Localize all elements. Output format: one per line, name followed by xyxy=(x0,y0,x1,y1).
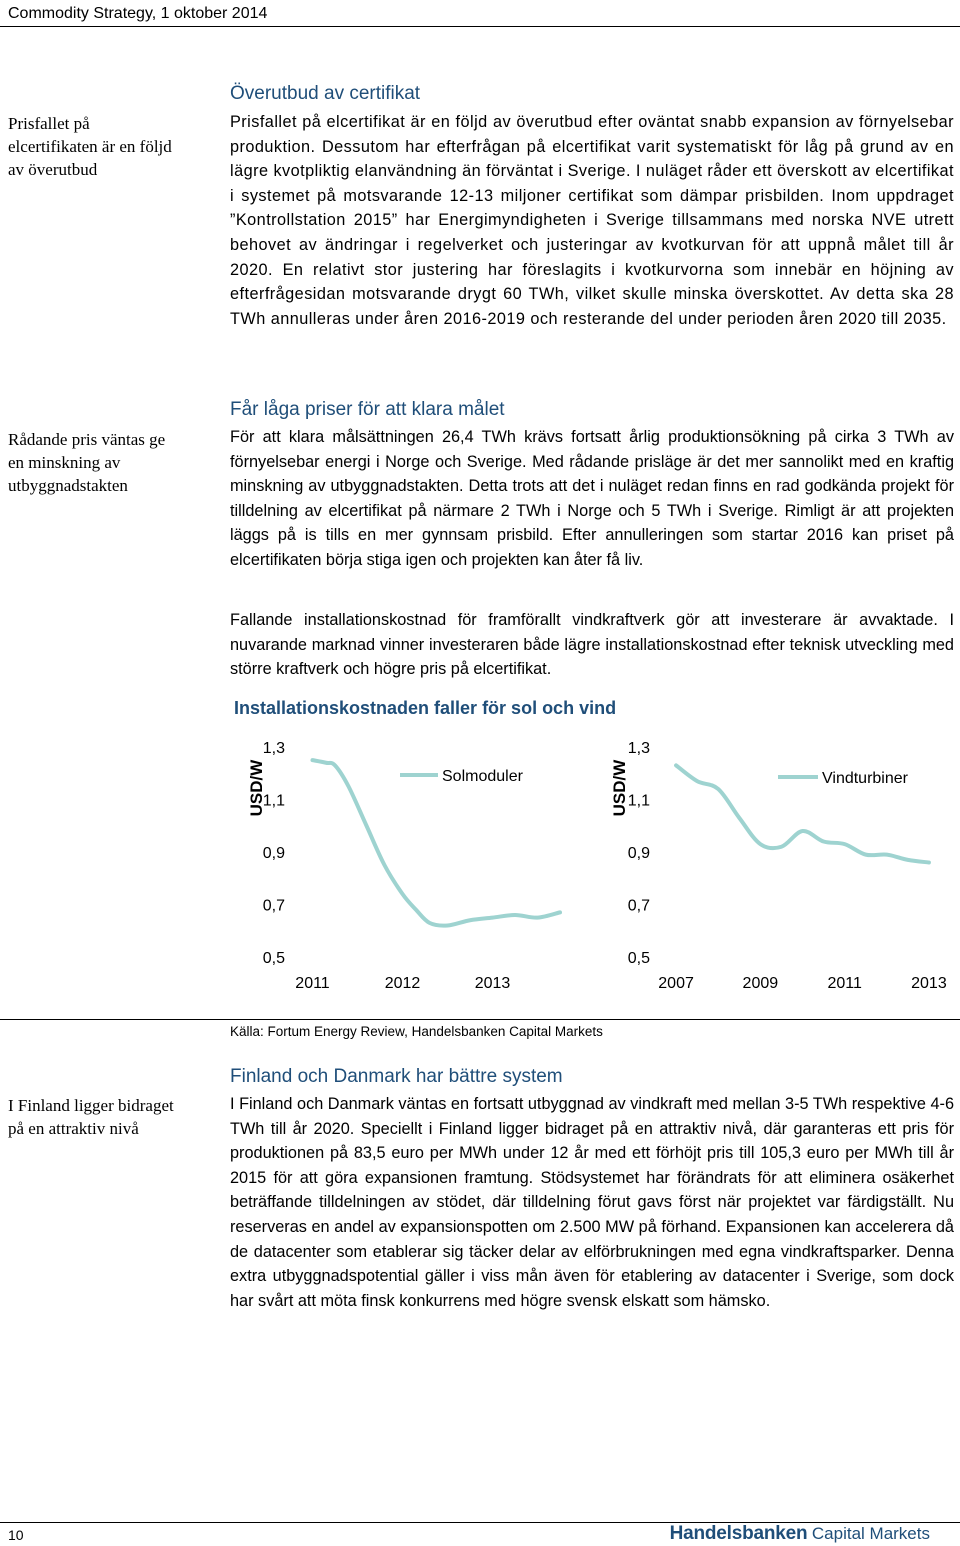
charts-container xyxy=(0,720,960,1010)
x-tick-label: 2013 xyxy=(911,975,947,992)
x-tick-label: 2009 xyxy=(742,975,779,992)
brand-sub: Capital Markets xyxy=(811,1524,930,1543)
sidenote-finland: I Finland ligger bidraget på en attraktiv nivå xyxy=(8,1096,174,1138)
sidenote-radande-pris: Rådande pris väntas ge en minskning av utbyggnadstakten xyxy=(8,430,166,495)
legend-label: Vindturbiner xyxy=(822,770,908,787)
section-title-laga-priser: Får låga priser för att klara målet xyxy=(230,399,505,420)
x-tick-label: 2011 xyxy=(827,975,862,992)
source-divider xyxy=(0,1019,960,1020)
figure-title: Installationskostnaden faller för sol och vind xyxy=(234,698,617,718)
x-tick-label: 2007 xyxy=(658,975,694,992)
header-title: Commodity Strategy, 1 oktober 2014 xyxy=(8,5,268,22)
y-tick-label: 0,5 xyxy=(262,950,285,967)
y-tick-label: 1,3 xyxy=(627,740,650,757)
brand-main: Handelsbanken xyxy=(669,1523,808,1544)
x-tick-label: 2012 xyxy=(384,975,421,992)
paragraph-overutbud: Prisfallet på elcertifikat är en följd av överutbud efter oväntat snabb expansion av förnyelsebar produktion. Dessutom har efterfrågan på elcertifikat varit systematiskt för låg på grund av en lägre kvotpliktig elanvändning än förväntat i Sverige. I nuläget råder ett överskott av elcertifikat i systemet på motsvarande 12-13 miljoner certifikat som dämpar prisbilden. Inom uppdraget ”Kontrollstation 2015” har Energimyndigheten i Sverige tillsammans med norska NVE utrett behovet av ändringar i regelverket och justeringar av kvotkurvan för att uppnå målet till år 2020. En relativt stor justering har föreslagits i kvotkurvorna som innebär en höjning av efterfrågesidan motsvarande drygt 60 TWh, vilket skulle minska överskottet. Av detta ska 28 TWh annulleras under åren 2016-2019 och resterande del under perioden åren 2020 till 2035. xyxy=(230,113,954,328)
y-tick-label: 0,7 xyxy=(627,897,650,915)
section-title-overutbud: Överutbud av certifikat xyxy=(230,83,421,104)
x-tick-label: 2011 xyxy=(295,975,330,992)
header-divider xyxy=(0,26,960,27)
page-number: 10 xyxy=(8,1527,24,1543)
section-title-finland: Finland och Danmark har bättre system xyxy=(230,1066,563,1087)
legend-label: Solmoduler xyxy=(442,768,523,785)
y-tick-label: 0,7 xyxy=(262,897,285,915)
figure-source: Källa: Fortum Energy Review, Handelsbanken Capital Markets xyxy=(230,1024,603,1039)
paragraph-laga-priser-2: Fallande installationskostnad för framförallt vindkraftverk gör att investerare är avvaktade. I nuvarande marknad vinner investeraren både lägre installationskostnad efter teknisk utveckling med större kraftverk och högre pris på elcertifikat. xyxy=(230,611,954,679)
sidenote-prisfallet: Prisfallet på elcertifikaten är en följd av överutbud xyxy=(8,114,172,179)
chart-vindturbiner xyxy=(610,740,947,992)
paragraph-laga-priser-1: För att klara målsättningen 26,4 TWh krävs fortsatt årlig produktionsökning på cirka 3 TWh av förnyelsebar energi i Norge och Sverige. Med rådande prisläge är det mer sannolikt med en kraftig minskning av utbyggnadstakten. Detta trots att det i nuläget redan finns en rad godkända projekt för tilldelning av elcertifikat på närmare 2 TWh i Norge och 5 TWh i Sverige. Rimligt är att projekten läggs på is tills en mer gynnsam prisbild. Efter annulleringen som startar 2016 kan priset på elcertifikaten börja stiga igen och projekten kan åter få liv. xyxy=(230,428,954,569)
paragraph-finland: I Finland och Danmark väntas en fortsatt utbyggnad av vindkraft med mellan 3-5 TWh respektive 4-6 TWh till år 2020. Speciellt i Finland ligger bidraget på en attraktiv nivå, där garanteras ett pris för produktionen på 83,5 euro per MWh under 12 år med ett förhöjt pris till 105,3 euro per MWh till år 2015 för att göra expansionen framtung. Stödsystemet har förändrats för att eliminera osäkerhet beträffande tilldelningen av stödet, där tilldelning förut gavs först när projektet var färdigställt. Nu reserveras en andel av expansionspotten om 2.500 MW på förhand. Expansionen kan accelerera då de datacenter som etablerar sig täcker delar av elförbrukningen med egna vindkraftsparker. Denna extra utbyggnadspotential gäller i viss mån även för etablering av datacenter i Sverige, som dock har svårt att möta finsk konkurrens med högre svensk elskatt som hämsko. xyxy=(230,1095,954,1310)
y-tick-label: 1,3 xyxy=(262,740,285,757)
brand-logo xyxy=(670,1523,930,1545)
y-axis-label: USD/W xyxy=(610,759,629,817)
y-tick-label: 0,5 xyxy=(627,950,650,967)
y-tick-label: 0,9 xyxy=(627,845,650,862)
page-header xyxy=(0,0,960,28)
y-axis-label: USD/W xyxy=(247,759,266,817)
chart-solmoduler xyxy=(247,740,560,992)
y-tick-label: 1,1 xyxy=(627,792,650,810)
y-tick-label: 1,1 xyxy=(262,792,285,810)
y-tick-label: 0,9 xyxy=(262,845,285,862)
x-tick-label: 2013 xyxy=(474,975,511,992)
